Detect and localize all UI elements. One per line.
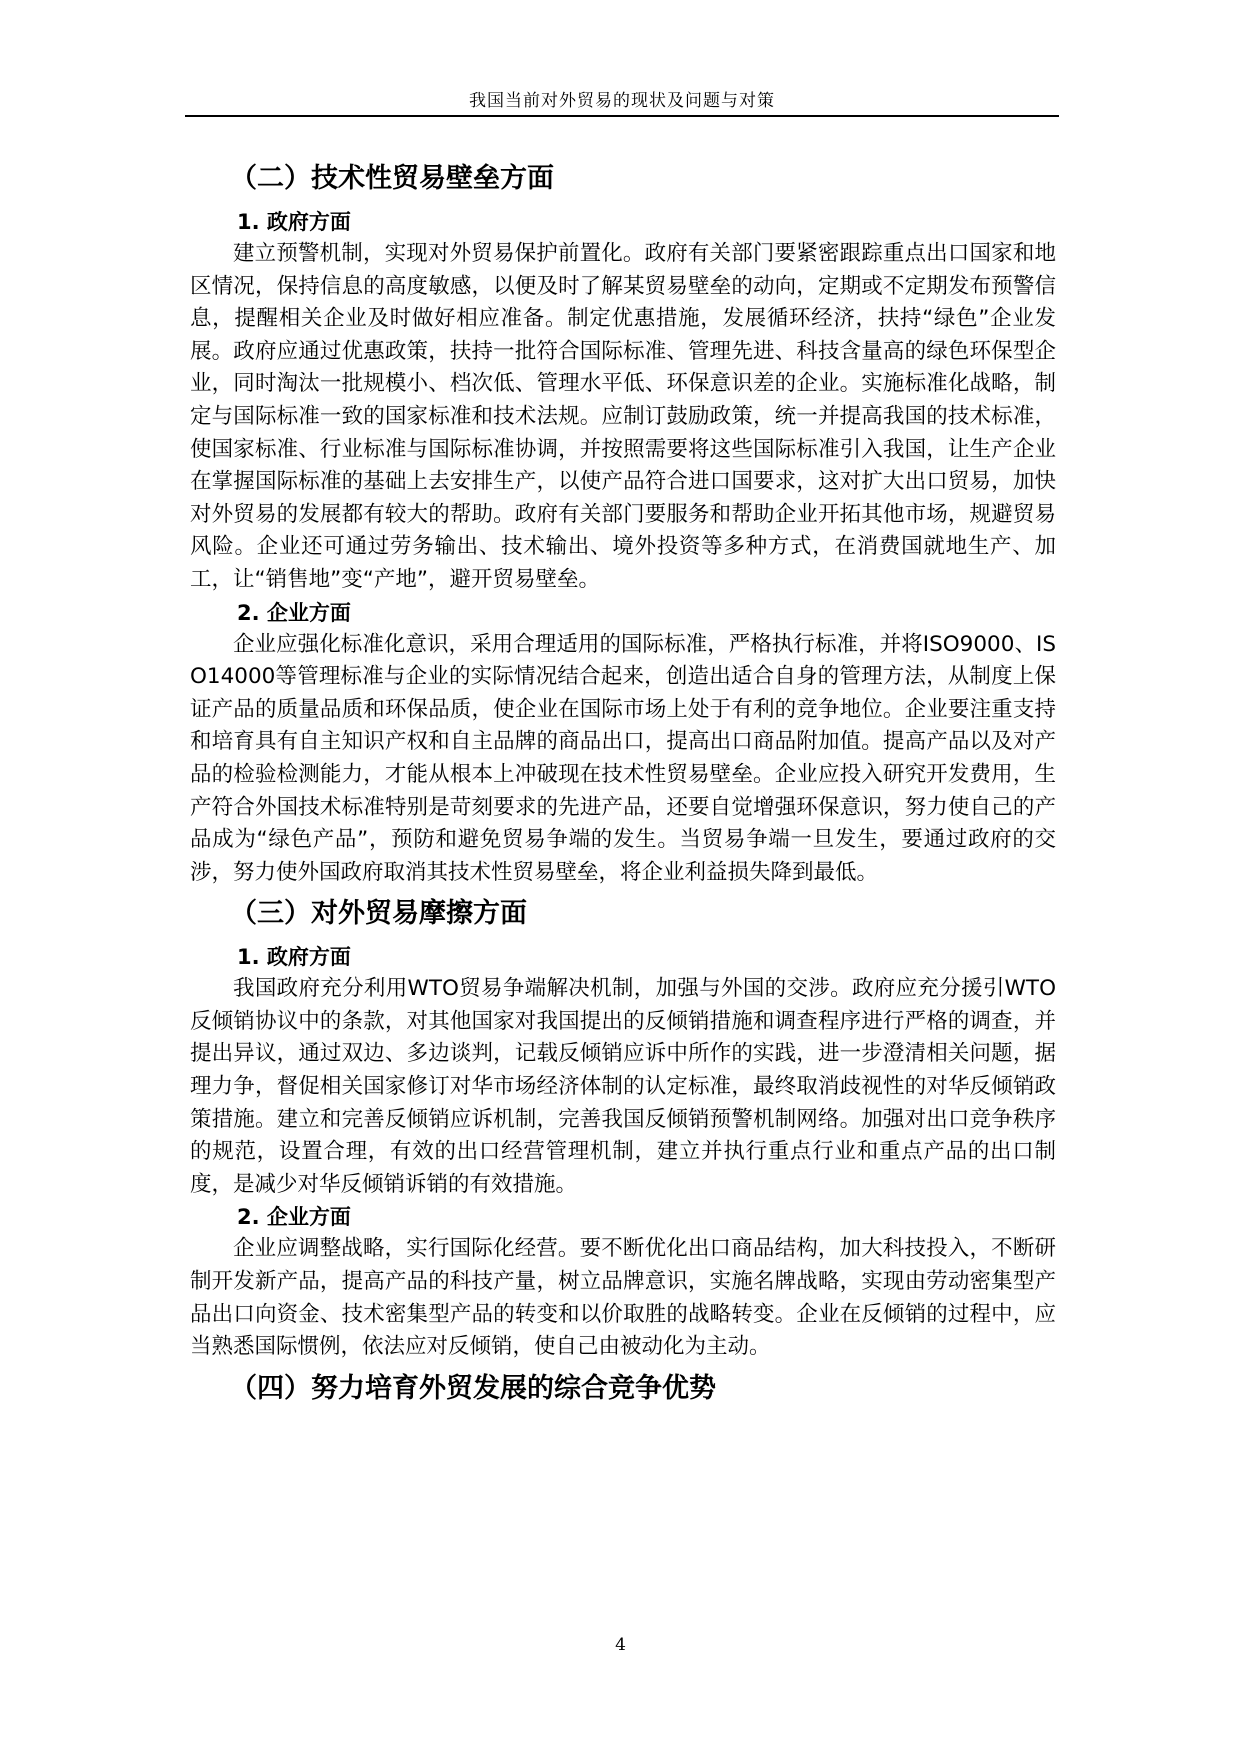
header-rule (185, 115, 1059, 117)
paragraph-tech-barriers-government: 建立预警机制，实现对外贸易保护前置化。政府有关部门要紧密跟踪重点出口国家和地区情况，保持信息的高度敏感，以便及时了解某贸易壁垒的动向，定期或不定期发布预警信息，提醒相关企业及时做好相应准备。制定优惠措施，发展循环经济，扶持“绿色”企业发展。政府应通过优惠政策，扶持一批符合国际标准、管理先进、科技含量高的绿色环保型企业，同时淘汰一批规模小、档次低、管理水平低、环保意识差的企业。实施标准化战略，制定与国际标准一致的国家标准和技术法规。应制订鼓励政策，统一并提高我国的技术标准，使国家标准、行业标准与国际标准协调，并按照需要将这些国际标准引入我国，让生产企业在掌握国际标准的基础上去安排生产，以使产品符合进口国要求，这对扩大出口贸易，加快对外贸易的发展都有较大的帮助。政府有关部门要服务和帮助企业开拓其他市场，规避贸易风险。企业还可通过劳务输出、技术输出、境外投资等多种方式，在消费国就地生产、加工，让“销售地”变“产地”，避开贸易壁垒。 (190, 241, 1056, 592)
subheading-enterprise: 2. 企业方面 (237, 600, 351, 625)
paragraph-trade-friction-enterprise: 企业应调整战略，实行国际化经营。要不断优化出口商品结构，加大科技投入，不断研制开发新产品，提高产品的科技产量，树立品牌意识，实施名牌战略，实现由劳动密集型产品出口向资金、技术密集型产品的转变和以价取胜的战略转变。企业在反倾销的过程中，应当熟悉国际惯例，依法应对反倾销，使自己由被动化为主动。 (190, 1236, 1056, 1360)
subheading-government: 1. 政府方面 (237, 210, 351, 234)
section-heading-competitive-advantage: （四）努力培育外贸发展的综合竞争优势 (230, 1372, 716, 1404)
subheading-government: 1. 政府方面 (237, 945, 351, 970)
page-number: 4 (615, 1635, 626, 1655)
running-header: 我国当前对外贸易的现状及问题与对策 (469, 91, 775, 111)
paragraph-tech-barriers-enterprise: 企业应强化标准化意识，采用合理适用的国际标准，严格执行标准，并将ISO9000、ISO14000等管理标准与企业的实际情况结合起来，创造出适合自身的管理方法，从制度上保证产品的质量品质和环保品质，使企业在国际市场上处于有利的竞争地位。企业要注重支持和培育具有自主知识产权和自主品牌的商品出口，提高出口商品附加值。提高产品以及对产品的检验检测能力，才能从根本上冲破现在技术性贸易壁垒。企业应投入研究开发费用，生产符合外国技术标准特别是苛刻要求的先进产品，还要自觉增强环保意识，努力使自己的产品成为“绿色产品”，预防和避免贸易争端的发生。当贸易争端一旦发生，要通过政府的交涉，努力使外国政府取消其技术性贸易壁垒，将企业利益损失降到最低。 (190, 631, 1056, 885)
section-heading-tech-barriers: （二）技术性贸易壁垒方面 (230, 163, 554, 194)
subheading-enterprise: 2. 企业方面 (237, 1205, 351, 1230)
document-body (190, 154, 1056, 1416)
section-heading-trade-friction: （三）对外贸易摩擦方面 (230, 898, 527, 930)
paragraph-trade-friction-government: 我国政府充分利用WTO贸易争端解决机制，加强与外国的交涉。政府应充分援引WTO反倾销协议中的条款，对其他国家对我国提出的反倾销措施和调查程序进行严格的调查，并提出异议，通过双边、多边谈判，记载反倾销应诉中所作的实践，进一步澄清相关问题，据理力争，督促相关国家修订对华市场经济体制的认定标准，最终取消歧视性的对华反倾销政策措施。建立和完善反倾销应诉机制，完善我国反倾销预警机制网络。加强对出口竞争秩序的规范，设置合理，有效的出口经营管理机制，建立并执行重点行业和重点产品的出口制度，是减少对华反倾销诉销的有效措施。 (190, 976, 1056, 1197)
